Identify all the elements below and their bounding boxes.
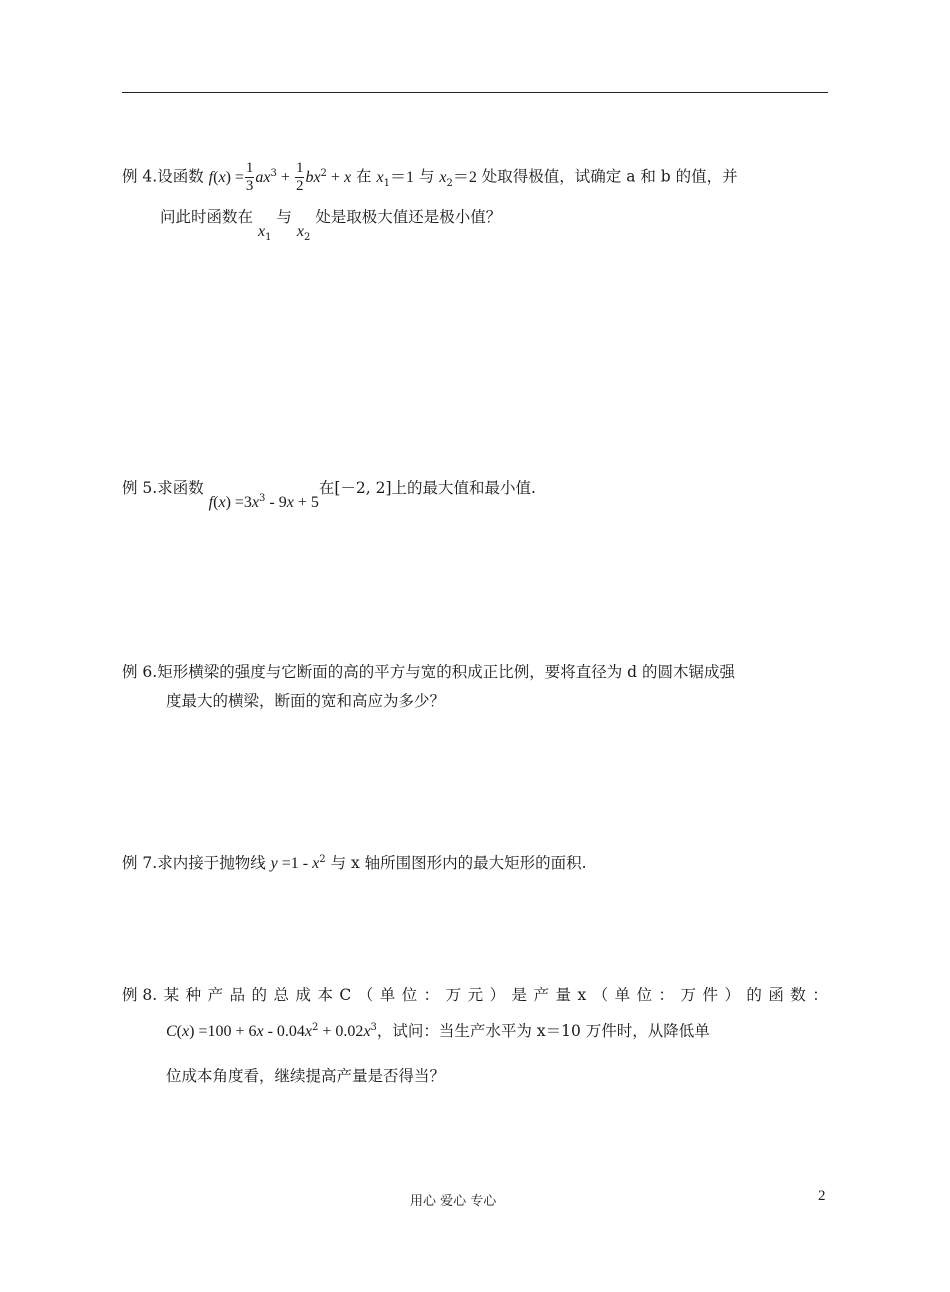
example-5-label: 例 5. <box>122 479 158 498</box>
example-4-line-1 <box>122 160 738 195</box>
example-8-word: ） <box>489 986 506 1004</box>
example-8-word: 产 <box>207 986 224 1004</box>
example-8-word: 数 <box>790 986 806 1004</box>
example-6-text: 度最大的横梁，断面的宽和高应为多少？ <box>166 692 446 710</box>
example-6-line-2 <box>166 691 445 711</box>
example-6-line-1 <box>122 662 735 682</box>
example-8-line-3 <box>166 1066 445 1086</box>
example-7-line <box>122 850 587 874</box>
example-4-text: 问此时函数在 <box>160 208 254 226</box>
example-8-word: 品 <box>229 986 246 1004</box>
example-5-text: 在[－2, 2]上的最大值和最小值. <box>318 479 536 498</box>
example-7-label: 例 7. <box>122 854 158 873</box>
example-8-text: ，试问：当生产水平为 x＝10 万件时，从降低单 <box>376 1022 710 1041</box>
example-4-line-2 <box>160 207 502 244</box>
example-8-word: 某 <box>163 986 180 1004</box>
example-8-word: 成 <box>295 986 311 1004</box>
example-4-function: f(x) = $\frac{1}{3}$ $ax^3$ + $\frac{1}{2}$ $bx^2 + x$ <box>208 160 352 194</box>
example-8-word: 量 <box>555 986 571 1004</box>
example-8-word: ） <box>724 986 740 1004</box>
example-4-text: 在 <box>356 167 372 186</box>
example-8-label: 例 8. <box>122 986 158 1004</box>
example-4-text: 处取得极值，试确定 a 和 b 的值，并 <box>481 167 738 186</box>
example-8-word: 总 <box>273 986 290 1004</box>
x1-symbol: $x_1$ <box>257 223 272 244</box>
example-8-word: 产 <box>533 986 550 1004</box>
parabola-equation: $y =1 - x^2$ <box>270 854 326 873</box>
example-4-label: 例 4. <box>122 167 158 186</box>
example-8-word: ： <box>423 986 440 1004</box>
example-8-word: x <box>577 986 587 1004</box>
example-4-text: 设函数 <box>157 167 204 186</box>
example-6-label: 例 6. <box>122 663 158 681</box>
example-8-word: 单 <box>614 986 631 1004</box>
example-4-text: 与 <box>276 208 292 226</box>
cost-function: $C(x) =100 + 6x - 0.04x^2 + 0.02x^3$ <box>166 1022 377 1041</box>
x2-symbol: $x_2$ <box>296 223 311 244</box>
example-5-line <box>122 475 536 512</box>
example-7-text: 与 x 轴所围图形内的最大矩形的面积. <box>330 854 587 873</box>
example-8-word: 的 <box>251 986 268 1004</box>
example-8-text: 位成本角度看，继续提高产量是否得当？ <box>166 1067 446 1085</box>
page-number: 2 <box>818 1188 826 1204</box>
example-4-text: 与 <box>418 167 435 186</box>
example-8-word: （ <box>592 986 609 1004</box>
example-8-word: 本 <box>317 986 333 1004</box>
example-5-function: $f(x) =3x^3 - 9x + 5$ <box>208 493 319 512</box>
example-4-text: 处是取极大值还是极小值？ <box>315 208 502 226</box>
example-8-line-1 <box>122 985 828 1005</box>
example-8-word: 函 <box>768 986 784 1004</box>
x1-equals-1: $x_1=1$ <box>376 168 414 189</box>
example-6-text: 矩形横梁的强度与它断面的高的平方与宽的积成正比例，要将直径为 d 的圆木锯成强 <box>157 663 735 681</box>
example-8-word: 的 <box>746 986 762 1004</box>
example-8-word: 件 <box>702 986 718 1004</box>
example-8-word: 万 <box>680 986 697 1004</box>
example-8-word: （ <box>357 986 374 1004</box>
example-5-text: 求函数 <box>157 479 204 498</box>
example-8-line-2 <box>166 1018 710 1042</box>
example-8-word: 单 <box>379 986 396 1004</box>
example-8-word: ： <box>658 986 675 1004</box>
footer-slogan: 用心 爱心 专心 <box>410 1194 497 1209</box>
example-8-word: 是 <box>511 986 528 1004</box>
example-8-word: 位 <box>636 986 653 1004</box>
example-7-text: 求内接于抛物线 <box>157 854 266 873</box>
example-8-word: C <box>339 986 352 1004</box>
example-8-word: 位 <box>401 986 418 1004</box>
example-8-word: 万 <box>445 986 462 1004</box>
header-rule <box>122 92 828 93</box>
example-8-word: 种 <box>185 986 202 1004</box>
example-8-word: ： <box>812 986 828 1004</box>
example-8-word: 元 <box>467 986 484 1004</box>
x2-equals-2: $x_2=2$ <box>439 168 477 189</box>
